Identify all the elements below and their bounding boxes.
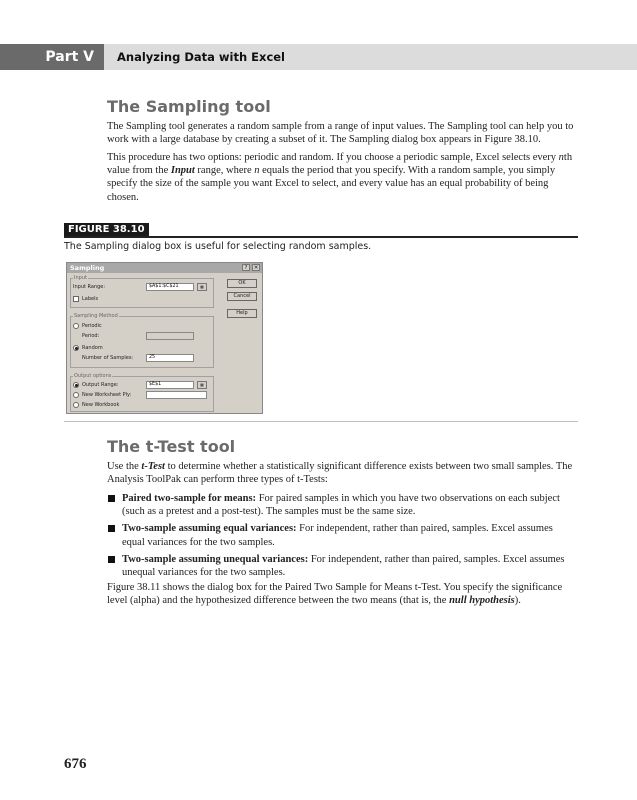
new-workbook-radio[interactable] bbox=[73, 402, 79, 408]
labels-label: Labels bbox=[82, 296, 99, 302]
periodic-label: Periodic bbox=[82, 323, 102, 329]
sampling-method-label: Sampling Method bbox=[74, 313, 118, 319]
part-tab: Part V bbox=[0, 44, 104, 70]
list-item: Two-sample assuming unequal variances: For independent, rather than paired, samples. Excel assumes unequal variances for the two samples. bbox=[122, 553, 574, 579]
periodic-radio[interactable] bbox=[73, 323, 79, 329]
list-item: Two-sample assuming equal variances: For independent, rather than paired, samples. Excel assumes equal variances for the two samples. bbox=[122, 522, 574, 548]
period-field[interactable] bbox=[146, 332, 194, 340]
sampling-dialog bbox=[66, 262, 263, 414]
bullet-square-icon bbox=[108, 495, 115, 502]
input-group-label: Input bbox=[74, 275, 87, 281]
labels-checkbox[interactable] bbox=[73, 296, 79, 302]
sampling-paragraph-2: This procedure has two options: periodic and random. If you choose a periodic sample, Excel selects every nth value from the Input range, where n equals the period that you specify. With a random sample, you simply specify the size of the sample you want Excel to select, and every value has an equal probability of being chosen. bbox=[107, 152, 573, 203]
help-button[interactable]: Help bbox=[227, 309, 257, 318]
figure-frame bbox=[64, 258, 578, 422]
section-title-ttest: The t-Test tool bbox=[107, 437, 236, 456]
random-label: Random bbox=[82, 345, 103, 351]
input-range-field[interactable]: $A$1:$C$21 bbox=[146, 283, 194, 291]
random-radio[interactable] bbox=[73, 345, 79, 351]
section-title-sampling: The Sampling tool bbox=[107, 97, 271, 116]
header-title: Analyzing Data with Excel bbox=[117, 50, 285, 64]
output-range-label: Output Range: bbox=[82, 382, 119, 388]
sampling-paragraph-1: The Sampling tool generates a random sample from a range of input values. The Sampling tool can help you to work with a large database by creating a subset of it. The Sampling dialog box appears in Figure 38.10. bbox=[107, 121, 574, 146]
running-header bbox=[0, 44, 637, 70]
new-worksheet-field[interactable] bbox=[146, 391, 207, 399]
figure-label: FIGURE 38.10 bbox=[64, 223, 149, 237]
input-range-collapse-icon[interactable]: ▦ bbox=[197, 283, 207, 291]
list-item: Paired two-sample for means: For paired samples in which you have two observations on each subject (such as a pretest and a post-test). The samples must be the same size. bbox=[122, 492, 574, 518]
cancel-button[interactable]: Cancel bbox=[227, 292, 257, 301]
close-icon[interactable]: ✕ bbox=[253, 265, 259, 271]
ttest-paragraph-2: Figure 38.11 shows the dialog box for the Paired Two Sample for Means t-Test. You specify the significance level (alpha) and the hypothesized difference between the two means (that is, the null hypothesis). bbox=[107, 582, 563, 607]
output-group-label: Output options bbox=[74, 373, 112, 379]
bullet-square-icon bbox=[108, 525, 115, 532]
output-range-collapse-icon[interactable]: ▦ bbox=[197, 381, 207, 389]
ok-button[interactable]: OK bbox=[227, 279, 257, 288]
new-workbook-label: New Workbook bbox=[82, 402, 120, 408]
page-number: 676 bbox=[64, 756, 87, 772]
figure-caption: The Sampling dialog box is useful for selecting random samples. bbox=[64, 241, 372, 252]
dialog-title: Sampling bbox=[70, 264, 105, 272]
num-samples-label: Number of Samples: bbox=[82, 355, 134, 361]
dialog-title-bar bbox=[67, 263, 262, 273]
figure-rule bbox=[64, 236, 578, 238]
bullet-square-icon bbox=[108, 556, 115, 563]
ttest-paragraph-1: Use the t-Test to determine whether a statistically significant difference exists between two small samples. The Analysis ToolPak can perform three types of t-Tests: bbox=[107, 461, 573, 486]
period-label: Period: bbox=[82, 333, 100, 339]
num-samples-field[interactable]: 25 bbox=[146, 354, 194, 362]
output-range-field[interactable]: $E$1 bbox=[146, 381, 194, 389]
ttest-types-list bbox=[122, 492, 574, 583]
new-worksheet-radio[interactable] bbox=[73, 392, 79, 398]
output-range-radio[interactable] bbox=[73, 382, 79, 388]
help-icon[interactable]: ? bbox=[242, 264, 250, 271]
input-range-label: Input Range: bbox=[73, 284, 106, 290]
new-worksheet-label: New Worksheet Ply: bbox=[82, 392, 132, 398]
